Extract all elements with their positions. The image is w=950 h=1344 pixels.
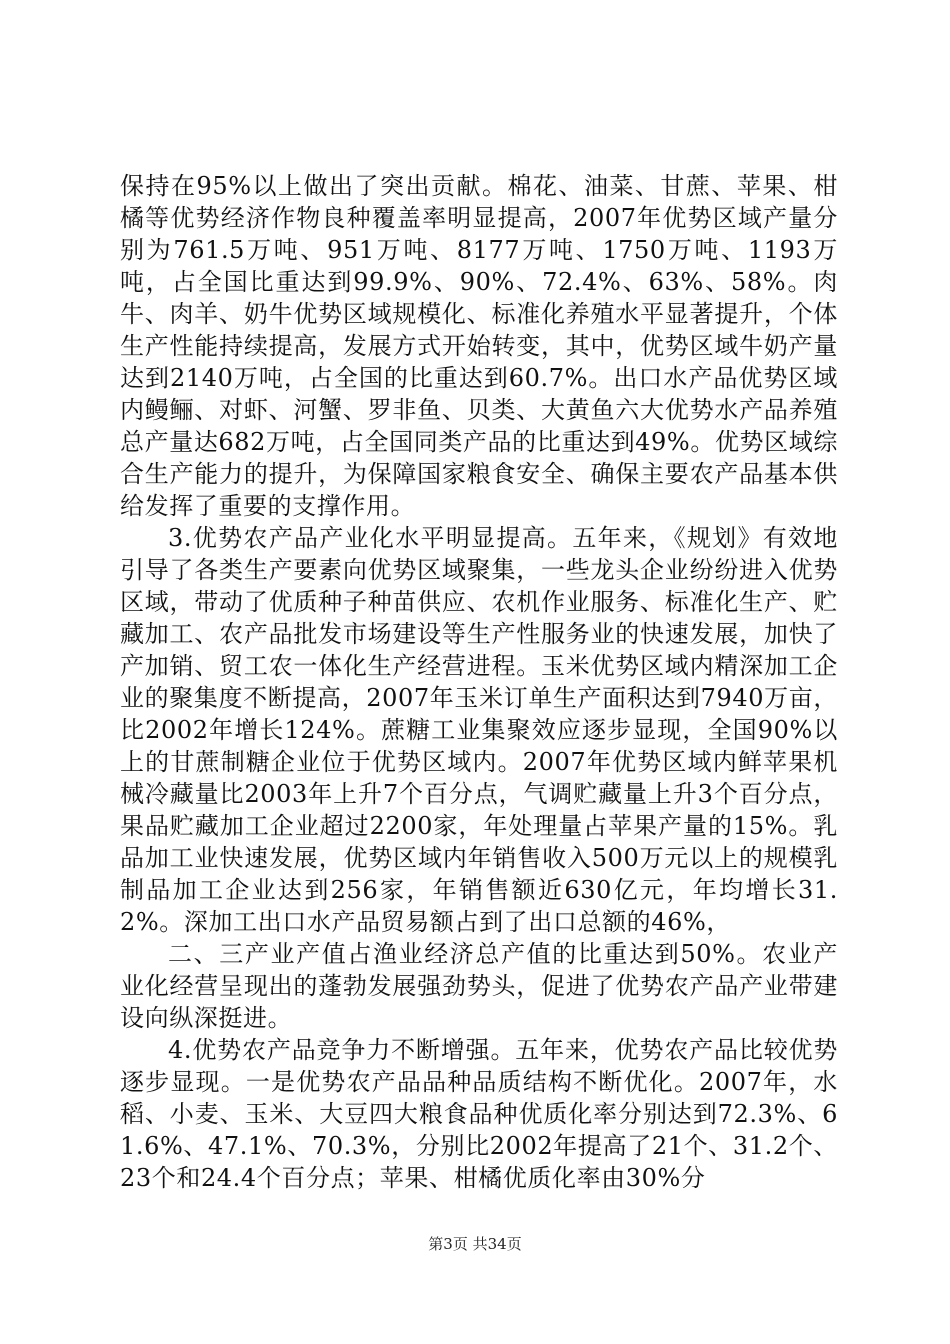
paragraph-1: 保持在95%以上做出了突出贡献。棉花、油菜、甘蔗、苹果、柑橘等优势经济作物良种覆盖率明显提高，2007年优势区域产量分别为761.5万吨、951万吨、8177万吨、1750万吨、1193万吨，占全国比重达到99.9%、90%、72.4%、63%、58%。肉牛、肉羊、奶牛优势区域规模化、标准化养殖水平显著提升，个体生产性能持续提高，发展方式开始转变，其中，优势区域牛奶产量达到2140万吨，占全国的比重达到60.7%。出口水产品优势区域内鳗鲡、对虾、河蟹、罗非鱼、贝类、大黄鱼六大优势水产品养殖总产量达682万吨，占全国同类产品的比重达到49%。优势区域综合生产能力的提升，为保障国家粮食安全、确保主要农产品基本供给发挥了重要的支撑作用。 (120, 172, 838, 520)
paragraph-3: 二、三产业产值占渔业经济总产值的比重达到50%。农业产业化经营呈现出的蓬勃发展强劲势头，促进了优势农产品产业带建设向纵深挺进。 (120, 940, 838, 1032)
paragraph-4: 4.优势农产品竞争力不断增强。五年来，优势农产品比较优势逐步显现。一是优势农产品品种品质结构不断优化。2007年，水稻、小麦、玉米、大豆四大粮食品种优质化率分别达到72.3%、61.6%、47.1%、70.3%，分别比2002年提高了21个、31.2个、23个和24.4个百分点；苹果、柑橘优质化率由30%分 (120, 1036, 838, 1192)
paragraph-2: 3.优势农产品产业化水平明显提高。五年来，《规划》有效地引导了各类生产要素向优势区域聚集，一些龙头企业纷纷进入优势区域，带动了优质种子种苗供应、农机作业服务、标准化生产、贮藏加工、农产品批发市场建设等生产性服务业的快速发展，加快了产加销、贸工农一体化生产经营进程。玉米优势区域内精深加工企业的聚集度不断提高，2007年玉米订单生产面积达到7940万亩，比2002年增长124%。蔗糖工业集聚效应逐步显现，全国90%以上的甘蔗制糖企业位于优势区域内。2007年优势区域内鲜苹果机械冷藏量比2003年上升7个百分点，气调贮藏量上升3个百分点，果品贮藏加工企业超过2200家，年处理量占苹果产量的15%。乳品加工业快速发展，优势区域内年销售收入500万元以上的规模乳制品加工企业达到256家，年销售额近630亿元，年均增长31.2%。深加工出口水产品贸易额占到了出口总额的46%， (120, 524, 838, 936)
document-body (120, 170, 838, 1194)
page-number-label: 第3页 共34页 (428, 1235, 522, 1253)
page-footer (0, 1234, 950, 1254)
